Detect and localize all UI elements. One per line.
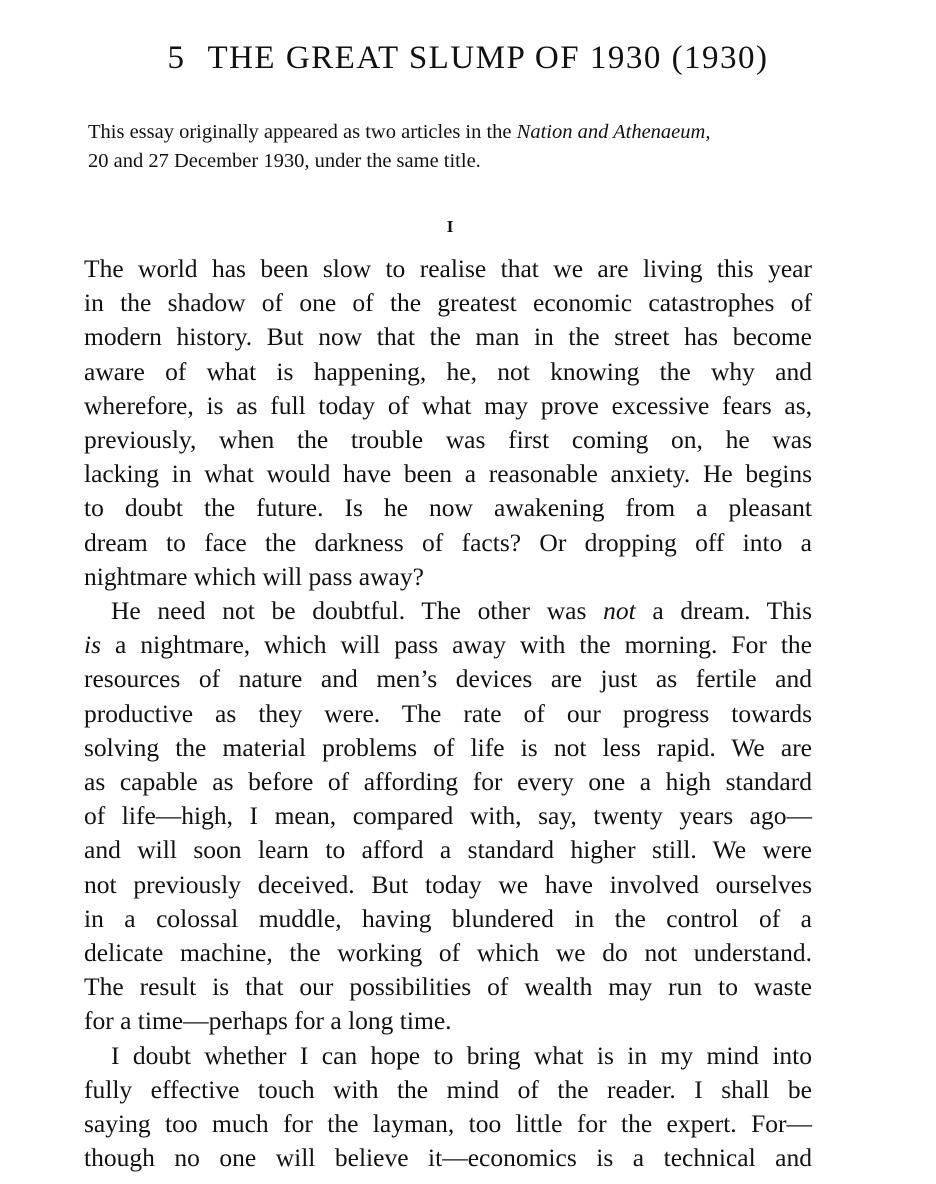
note-text-before: This essay originally appeared as two articles in the <box>88 121 517 143</box>
text-segment: He need not be doubtful. The other was <box>111 596 604 626</box>
text-line: not previously deceived. But today we have involved ourselves <box>84 869 812 899</box>
text-line: The result is that our possibilities of wealth may run to waste <box>84 972 812 1002</box>
paragraph-3 <box>84 1039 812 1176</box>
text-line: productive as they were. The rate of our progress towards <box>84 698 812 728</box>
text-line: dream to face the darkness of facts? Or dropping off into a <box>84 527 812 557</box>
text-line: solving the material problems of life is not less rapid. We are <box>84 732 812 762</box>
text-line <box>84 628 812 662</box>
chapter-title: THE GREAT SLUMP OF 1930 (1930) <box>207 40 769 76</box>
note-text-after: 20 and 27 December 1930, under the same title. <box>88 150 481 172</box>
text-line <box>84 594 812 628</box>
text-line: delicate machine, the working of which we do not understand. <box>84 938 812 968</box>
text-line: in a colossal muddle, having blundered in the control of a <box>84 903 812 933</box>
paragraph-2 <box>84 594 812 1039</box>
chapter-number: 5 <box>167 40 186 76</box>
text-line: though no one will believe it—economics is a technical and <box>84 1143 812 1173</box>
emphasis-not: not <box>603 596 636 626</box>
text-line: in the shadow of one of the greatest economic catastrophes of <box>84 288 812 318</box>
text-line: resources of nature and men’s devices are just as fertile and <box>84 664 812 694</box>
text-line: of life—high, I mean, compared with, say, twenty years ago— <box>84 801 812 831</box>
emphasis-is: is <box>84 630 102 660</box>
text-segment: a nightmare, which will pass away with the morning. For the <box>101 630 812 660</box>
publication-note <box>88 118 823 176</box>
text-line: lacking in what would have been a reasonable anxiety. He begins <box>84 459 812 489</box>
essay-body <box>84 252 812 1175</box>
text-line: and will soon learn to afford a standard higher still. We were <box>84 835 812 865</box>
text-line: modern history. But now that the man in the street has become <box>84 322 812 352</box>
text-line: I doubt whether I can hope to bring what is in my mind into <box>111 1040 812 1070</box>
text-line: fully effective touch with the mind of the reader. I shall be <box>84 1074 812 1104</box>
text-line: wherefore, is as full today of what may prove excessive fears as, <box>84 390 812 420</box>
section-numeral: I <box>446 217 454 236</box>
note-publication-name: Nation and Athenaeum, <box>516 121 711 143</box>
paragraph-1 <box>84 252 812 594</box>
text-segment: a dream. This <box>635 596 813 626</box>
text-line: previously, when the trouble was first coming on, he was <box>84 425 812 455</box>
text-line: to doubt the future. Is he now awakening from a pleasant <box>84 493 812 523</box>
text-line: as capable as before of affording for every one a high standard <box>84 767 812 797</box>
text-line: for a time—perhaps for a long time. <box>84 1006 452 1036</box>
text-line: aware of what is happening, he, not knowing the why and <box>84 356 812 386</box>
text-line: saying too much for the layman, too little for the expert. For— <box>84 1109 812 1139</box>
text-line: The world has been slow to realise that we are living this year <box>84 254 812 283</box>
chapter-heading <box>0 40 936 77</box>
text-line: nightmare which will pass away? <box>84 561 424 591</box>
